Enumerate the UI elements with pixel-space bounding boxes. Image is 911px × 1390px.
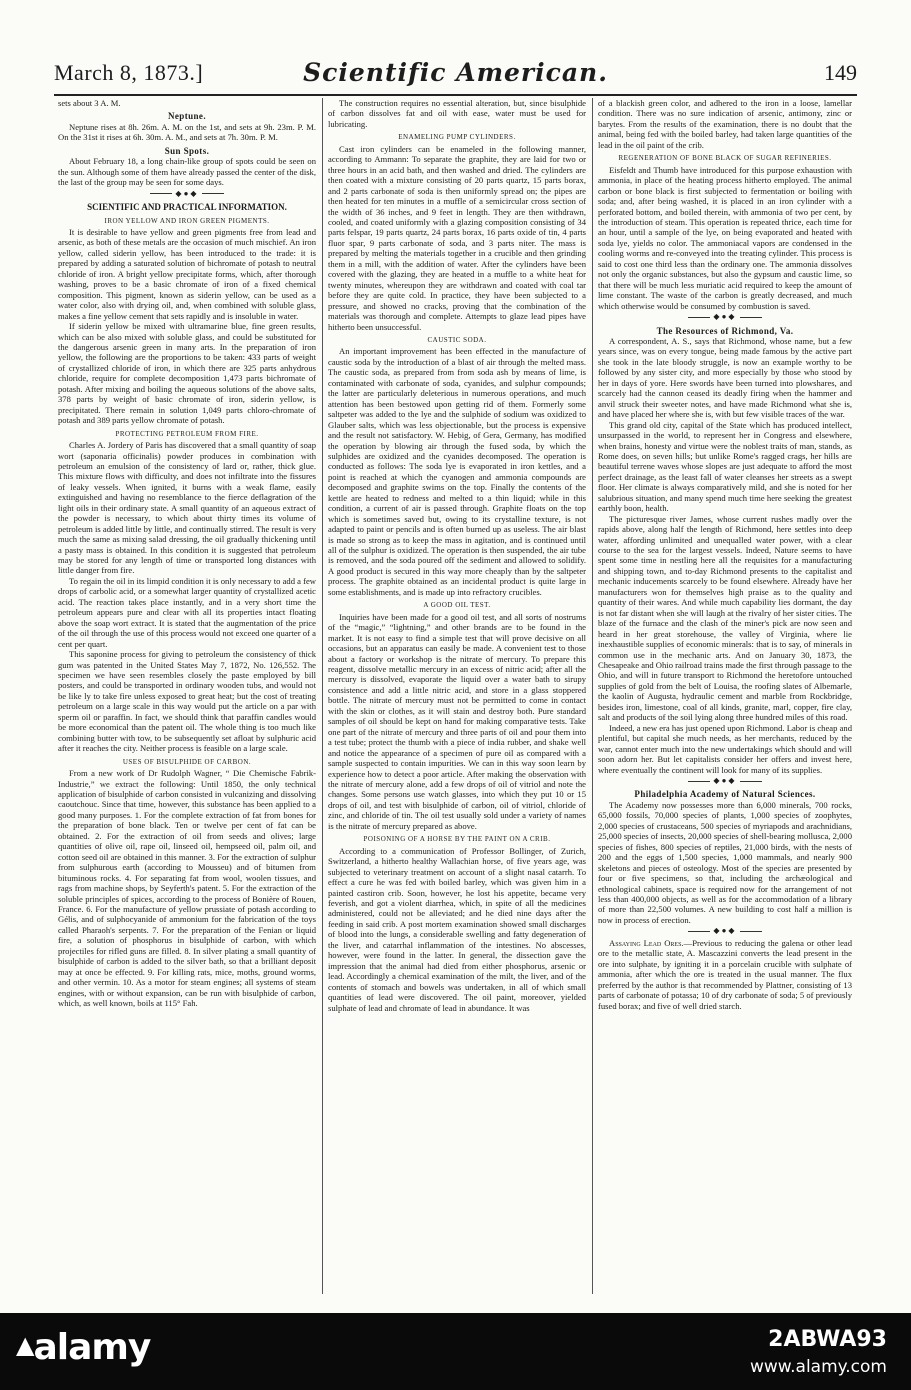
subheading: CAUSTIC SODA. <box>427 335 487 344</box>
logo-arrow-icon: ▲ <box>16 1331 34 1359</box>
paragraph: From a new work of Dr Rudolph Wagner, “ Die Chemische Fabrik-Industrie,” we extract the following: Until 1850, the only technical application of bisulphide of carbon consisted in vulcanizing and dissolving caoutchouc. Since that time, however, this substance has been applied to a good many purposes. 1. For the complete extraction of fat from bones for the preparation of bone black. Ten or twelve per cent of fat can be obtained. 2. For the extraction of oil from seeds and olives; large quantities of olive oil, rape oil, linseed oil, hempseed oil, palm oil, and cotton seed oil are obtained in this manner. 3. For the extraction of sulphur from sulphurous earth (according to Mousseu) and of bitumen from bituminous rocks. 4. For separating fat from wool, woolen tissues, and rags from machine shops, by Seyferth's patent. 5. For the extraction of the soluble principles of spices, according to the process of Bonière of Rouen, France. 6. For the manufacture of yellow prussiate of potash according to Gélis, and of sulphocyanide of ammonium for the fabrication of the toys called Pharaoh's serpents. 7. For the preparation of the Fenian or liquid fire, a solution of phosphorus in bisulphide of carbon, with which projectiles for rifled guns are filled. 8. In silver plating a small quantity of bisulphide of carbon is added to the silver bath, so that a brilliant deposit may at once be effected. 9. For killing rats, mice, moths, ground worms, and other vermin. 10. As a motor for steam engines; all systems of steam engines, with or without expansion, can be run with bisulphide of carbon, which, as well known, boils at 115° Fah. <box>58 768 316 1009</box>
subheading: REGENERATION OF BONE BLACK OF SUGAR REFINERIES. <box>618 154 832 163</box>
paragraph: A correspondent, A. S., says that Richmond, whose name, but a few years since, was on every tongue, being made famous by the active part she took in the late bloody struggle, is now an example worthy to be followed by any sister city, and more especially by those who stood by her in days of yore. Here swords have been turned into plowshares, and scarcely had the cannon ceased its deadly firing when the hammer and anvil struck their sweeter notes, and have made Richmond what she is, and have placed her where she is, with but few visible traces of the war. <box>598 335 852 420</box>
section-ornament: ◆●◆ <box>58 189 316 199</box>
header-rule <box>54 94 857 96</box>
run-in-heading: Assaying Lead Ores. <box>609 937 684 948</box>
paragraph: This saponine process for giving to petroleum the consistency of thick gum was patented in the United States May 7, 1872, No. 126,552. The specimen we have seen resembles closely the paste employed by bill posters, and could be transported in ordinary wooden tubs, and would not be like ly to take fire unless exposed to great heat; but the cost of treating petroleum on a large scale in this way would put the article on a par with sperm oil or paraffin. In fact, we should think that paraffin candles would be more economical than the patent oil. The whole thing is too much like combining butter with tow, to be subsequently set afloat by sulphuric acid after it reaches the city. Neither process is feasible on a large scale. <box>58 649 316 754</box>
stock-footer-bar <box>0 1313 911 1390</box>
column-divider <box>592 98 593 1294</box>
publication-title: Scientific American. <box>303 58 608 87</box>
subheading: PROTECTING PETROLEUM FROM FIRE. <box>115 429 259 438</box>
heading-neptune: Neptune. <box>168 111 206 122</box>
paragraph: Neptune rises at 8h. 26m. A. M. on the 1st, and sets at 9h. 23m. P. M. On the 31st it rises at 6h. 30m. A. M., and sets at 7h. 30m. P. M. <box>58 121 316 143</box>
image-id: 2ABWA93 <box>768 1327 887 1352</box>
heading-sun-spots: Sun Spots. <box>164 145 210 156</box>
paragraph: Inquiries have been made for a good oil test, and all sorts of nostrums of the “magic,” “lightning,” and other brands are to be found in the market. It is not easy to find a simple test that will prove decisive on all occasions, but an apparatus can easily be made. A convenient test to those about a factory or workshop is the nitrate of mercury. To prepare this reagent, dissolve metallic mercury in an excess of nitric acid; after all the mercury is dissolved, evaporate the liquid over a water bath to sirupy consistence and add a little nitric acid, and store in a glass stoppered bottle. The nitrate of mercury must not be permitted to come in contact with the skin or clothes, as it will stain and destroy both. Pure standard samples of oil should be kept on hand for making comparative tests. Take one part of the nitrate of mercury and three parts of oil and pour them into a test tube; protect the thumb with a piece of india rubber, and shake well and notice the appearance of a specimen of pure oil as compared with a sample suspected to contain impurities. We can in this way soon learn by experience how to detect a poor article. After making the observation with the nitrate of mercury alone, add a few drops of oil of vitriol and note the changes. Some persons use watch glasses, into which they put 10 or 15 drops of oil, and test with bisulphide of carbon, oil of vitriol, chloride of zinc, and chloride of tin. The oil test usually sold under a variety of names is the nitrate of mercury prepared as above. <box>328 611 586 831</box>
masthead <box>54 58 857 92</box>
paragraph: According to a communication of Professor Bollinger, of Zurich, Switzerland, a hitherto healthy Wallachian horse, of five years age, was subjected to veterinary treatment on account of a slight nasal catarrh. To effect a cure he was fed with boiled barley, which was given him in a painted castiron crib. Soon, however, he lost his appetite, became very feverish, and got a violent diarrhea, which, in spite of all the medicines administered, could not be alleviated; and he died nine days after the feeding in said crib. A post mortem examination showed small discharges of blood into the lungs, a considerable swelling and fatty degeneration of the liver, and catarrhal inflammation of the intestines. No abscesses, however, were found in the latter. In general, the dissection gave the impression that the animal had died from either phosphorus, arsenic or lead. Accordingly a chemical examination of the milt, the liver, and of the contents of stomach and bowels was undertaken, in all of which small quantities of lead were discovered. The oil paint, moreover, yielded sulphate of lead and chromate of lead in abundance. It was <box>328 845 586 1013</box>
page-number: 149 <box>824 60 857 85</box>
column-3 <box>598 98 852 1298</box>
paragraph: An important improvement has been effected in the manufacture of caustic soda by the introduction of a blast of air through the melted mass. The caustic soda, as prepared from from soda ash by means of lime, is contaminated with carbonate of soda, cyanides, and sulphur compounds; the latter are particularly deleterious in numerous operations, and much attention has been bestowed upon getting rid of them. Formerly some saltpeter was added to the lye and the sulphide of sodium was oxidized to Glauber salts, which was less objectionable, but the process is expensive and the result not satisfactory. W. Hebig, of Gera, Germany, has modified the operation by blowing air through the fused soda, by which the sulphides are oxidized and the cyanides decomposed. The operation is conducted as follows: The soda lye is evaporated in iron kettles, and a point is reached at which the cyanogen and ammonia compounds are decomposed and graphite swims on the top. Finally the contents of the kettle are heated to redness and melted to a thin liquid; while in this condition, a current of air is passed through. Graphite floats on the top which is sometimes saved but, owing to its crystalline texture, is not adapted to paint or pencils and is often burned up as useless. The air blast is made so strong as to keep the mass in agitation, and is continued until all of the sulphur is oxidized. The operation is then suspended, the air tube is removed, and the soda poured off the sediment and allowed to solidify. A good product is secured in this way more cheaply than by the saltpeter process. The graphite obtained as an incidental product is quite large in some establishments, and is made up into refractory crucibles. <box>328 346 586 597</box>
paragraph: The construction requires no essential alteration, but, since bisulphide of carbon dissolves fat and oil with ease, water must be used for lubricating. <box>328 98 586 129</box>
section-ornament: ◆●◆ <box>598 926 852 936</box>
subheading: ENAMELING PUMP CYLINDERS. <box>398 133 516 142</box>
paragraph: Indeed, a new era has just opened upon Richmond. Labor is cheap and plentiful, but capital she much needs, as her merchants, reduced by the war, cannot enter much into the new undertakings which should and will soon adorn her. But let capitalists consider her offers and invest here, where eventually the continent will look for many of its supplies. <box>598 722 852 775</box>
paragraph: Charles A. Jordery of Paris has discovered that a small quantity of soap wort (saponaria officinalis) powder produces in combination with petroleum an emulsion of the consistency of lard or, rather, thick glue. This mixture flows with difficulty, and does not infiltrate into the fissures of leaky vessels. When ignited, it burns with a weak flame, easily extinguished and having no resemblance to the fierce deflagration of the light oils in their ordinary state. A small quantity of an aqueous extract of the powder is necessary, to which about thirty times its volume of petroleum is added little by little, and continually stirred. The result is very much the same as mixing salad dressing, the oil gradually thickening until a pasty mass is obtained. In this condition it is suggested that petroleum may be stored for any length of time or transported long distances with little danger from fire. <box>58 440 316 576</box>
alamy-logo <box>16 1327 150 1368</box>
issue-date: March 8, 1873.] <box>54 60 204 85</box>
column-1 <box>58 98 316 1298</box>
paragraph-assaying <box>598 938 852 1011</box>
paragraph: The picturesque river James, whose current rushes madly over the rapids above, along half the length of Richmond, here settles into deep water, affording unlimited and unequalled water power, with a clear course to the sea for the largest vessels. Indeed, Nature seems to have spent some time in nestling here all the requisites for a manufacturing and shipping town, and to-day Richmond presents to the capitalist and mechanic inducements scarcely to be found elsewhere. Already have her manufacturers won for themselves high praise as to the quality and quantity of their wares. And while much capability lies dormant, the day is not far distant when she will laugh at the rivalry of her sister cities. The blaze of the furnace and the clash of the miner's pick are now seen and heard in her great storehouse, the valley of Virginia, where lie inexhaustible supplies of economic minerals: that is to say, of minerals in common use in the mechanic arts. And on January 30, 1873, the Chesapeake and Ohio railroad trains made the first through passage to the Ohio, and will in future transport to Richmond the heretofore untouched supplies of gold from the belt of Louisa, the roofing slates of Albemarle, the kaolin of Augusta, hydraulic cement and marble from Rockbridge, besides iron, limestone, coal of all kinds, granite, marl, copper, fire clay, salt and products of the soil lying along three hundred miles of this road. <box>598 513 852 723</box>
paragraph: It is desirable to have yellow and green pigments free from lead and arsenic, as both of these metals are the occasion of much mischief. An iron yellow, called siderin yellow, has been introduced to the trade: it is prepared by adding a saturated solution of bichromate of potash to neutral chloride of iron. A bright yellow precipitate forms, which, after thorough washing, proves to be a basic chromate of iron of a fixed chemical composition. This pigment, known as siderin yellow, can be used as a water color, also with drying oil, and, when combined with soluble glass, makes a fine yellow cement that sets rapidly and is insoluble in water. <box>58 226 316 321</box>
subheading: USES OF BISULPHIDE OF CARBON. <box>122 757 252 766</box>
heading-richmond: The Resources of Richmond, Va. <box>656 325 794 336</box>
subheading: IRON YELLOW AND IRON GREEN PIGMENTS. <box>104 216 270 225</box>
paragraph: Cast iron cylinders can be enameled in the following manner, according to Ammann: To separate the graphite, they are laid for two or three hours in an acid bath, and then washed and dried. The cylinders are then coated with a mixture consisting of 20 parts quartz, 15 parts borax, and 2 parts carbonate of soda is then uniformly spread on; the pipes are then heated for ten minutes in a muffle of a semicircular cross section of the width of 36 inches, and 9 feet in length. They are then withdrawn, cooled, and coated uniformly with a glazing composition consisting of 34 parts felspar, 19 parts quartz, 24 parts borax, 16 parts oxide of tin, 4 parts fluor spar, 9 parts carbonate of soda, and 3 parts niter. The mass is prepared by melting the materials together in a crucible and then grinding them in a mill, with the addition of water. After the cylinders have been covered with the glazing, they are heated in a muffle to a white heat for twenty minutes, whereupon they are withdrawn and coated with coal tar before they are quite cold. In practice, they have been subjected to a pressure, and showed no cracks, proving that the combination of the materials was thorough and complete. Attempts to glaze lead pipes have hitherto been unsuccessful. <box>328 143 586 332</box>
section-ornament: ◆●◆ <box>598 776 852 786</box>
site-url: www.alamy.com <box>749 1357 887 1377</box>
subheading: POISONING OF A HORSE BY THE PAINT ON A CRIB. <box>363 835 551 844</box>
paragraph: If siderin yellow be mixed with ultramarine blue, fine green results, which can be also mixed with soluble glass, and could be substituted for the dangerous arsenic green in many arts. In the preparation of iron yellow, the following are the proportions to be taken: 433 parts of weight of crystallized chloride of iron, in which there are 325 parts anhydrous chloride, require for complete decomposition 1,473 parts bichromate of potash. After mixing and boiling the aqueous solutions of the above salts, 378 parts by weight of basic chromate of iron, siderin yellow, is precipitated. There remain in solution 1,049 parts chloro-chromate of potash and 389 parts yellow chromate of potash. <box>58 321 316 426</box>
paragraph: The Academy now possesses more than 6,000 minerals, 700 rocks, 65,000 fossils, 70,000 species of plants, 1,000 species of zoophytes, 2,000 species of crustaceans, 500 species of myriapods and arachnidians, 25,000 species of insects, 20,000 species of shell-bearing mollusca, 2,000 species of fishes, 800 species of reptiles, 21,000 birds, with the nests of 200 and the eggs of 1,500 species, 1,000 mammals, and nearly 900 skeletons and pieces of osteology. Most of the species are presented by four or five specimens, so that, including the archæological and ethnological cabinets, space is required now for the arrangement of not less than 400,000 objects, as well as for the accommodation of a library of more than 22,500 volumes. A new building to cost half a million is now in process of erection. <box>598 799 852 925</box>
paragraph: This grand old city, capital of the State which has produced intellect, unsurpassed in the world, to represent her in Congress and elsewhere, when brains, honesty and virtue were the noblest traits of man, stands, as Rome does, on seven hills; but unlike Rome's ragged crags, her hills are beautiful terrene waves whose slopes are just adequate to afford the most perfect drainage, as the least fall of water cleanses her streets as a swept floor. Her climate is always comparatively mild, and she is noted for her salubrious situation, and many spend much time here seeking the greatest earthly boon, health. <box>598 419 852 514</box>
logo-text: alamy <box>33 1327 151 1368</box>
paragraph: About February 18, a long chain-like group of spots could be seen on the sun. Although some of them have already passed the center of the disk, the last of the group may be seen for some days. <box>58 156 316 188</box>
paragraph: To regain the oil in its limpid condition it is only necessary to add a few drops of carbolic acid, or a somewhat larger quantity of crystallized acetic acid. The reaction takes place instantly, and in a very short time the petroleum appears pure and clear with all its properties intact floating above the soap wort extract. It is stated that the augmentation of the price of the oil through the use of this process would not exceed one quarter of a cent per quart. <box>58 575 316 649</box>
heading-philadelphia: Philadelphia Academy of Natural Sciences. <box>634 789 816 800</box>
paragraph: sets about 3 A. M. <box>58 98 121 108</box>
column-divider <box>322 98 323 1294</box>
section-ornament: ◆●◆ <box>598 312 852 322</box>
section-heading: SCIENTIFIC AND PRACTICAL INFORMATION. <box>87 202 287 213</box>
paragraph-text: —Previous to reducing the galena or other lead ore to the metallic state, A. Mascazzini converts the lead present in the ore into sulphate, by igniting it in a porcelain crucible with sulphate of ammonia, after which the ore is treated in the usual manner. The flux preferred by the author is that recommended by Plattner, consisting of 13 parts of carbonate of potassa; 10 of dry carbonate of soda; 5 of previously fused borax; and five of well dried starch. <box>598 937 852 1011</box>
paragraph: of a blackish green color, and adhered to the iron in a loose, lamellar condition. There was no sure indication of arsenic, antimony, zinc or barytes. From the results of the examination, there is no doubt that the animal, being fed with the boiled barley, had taken large quantities of the lead in the oil paint of the crib. <box>598 98 852 150</box>
column-2 <box>328 98 586 1298</box>
subheading: A GOOD OIL TEST. <box>423 601 491 610</box>
paragraph: Eisfeldt and Thumb have introduced for this purpose exhaustion with ammonia, in place of the heating process hitherto employed. The animal carbon or bone black is first subjected to fermentation or boiling with soda; and, after being washed, it is placed in an iron cylinder with a perforated bottom, and boiled therein, with ammonia of two per cent, by the introduction of steam. This operation is repeated thrice, each time for an hour, until a sample of the lye, on being evaporated and heated with soda lye, yields no color. The ammoniacal vapors are condensed in the cooling worms and re-conveyed into the treating cylinder. This process is said to cost one third less than the ordinary one. The ammonia dissolves not only the organic substances, but also the gypsum and caustic lime, so that there will be much less muriatic acid required to keep the amount of lime constant. The waste of the carbon is greatly decreased, and much which otherwise would be consumed by combustion is saved. <box>598 164 852 311</box>
